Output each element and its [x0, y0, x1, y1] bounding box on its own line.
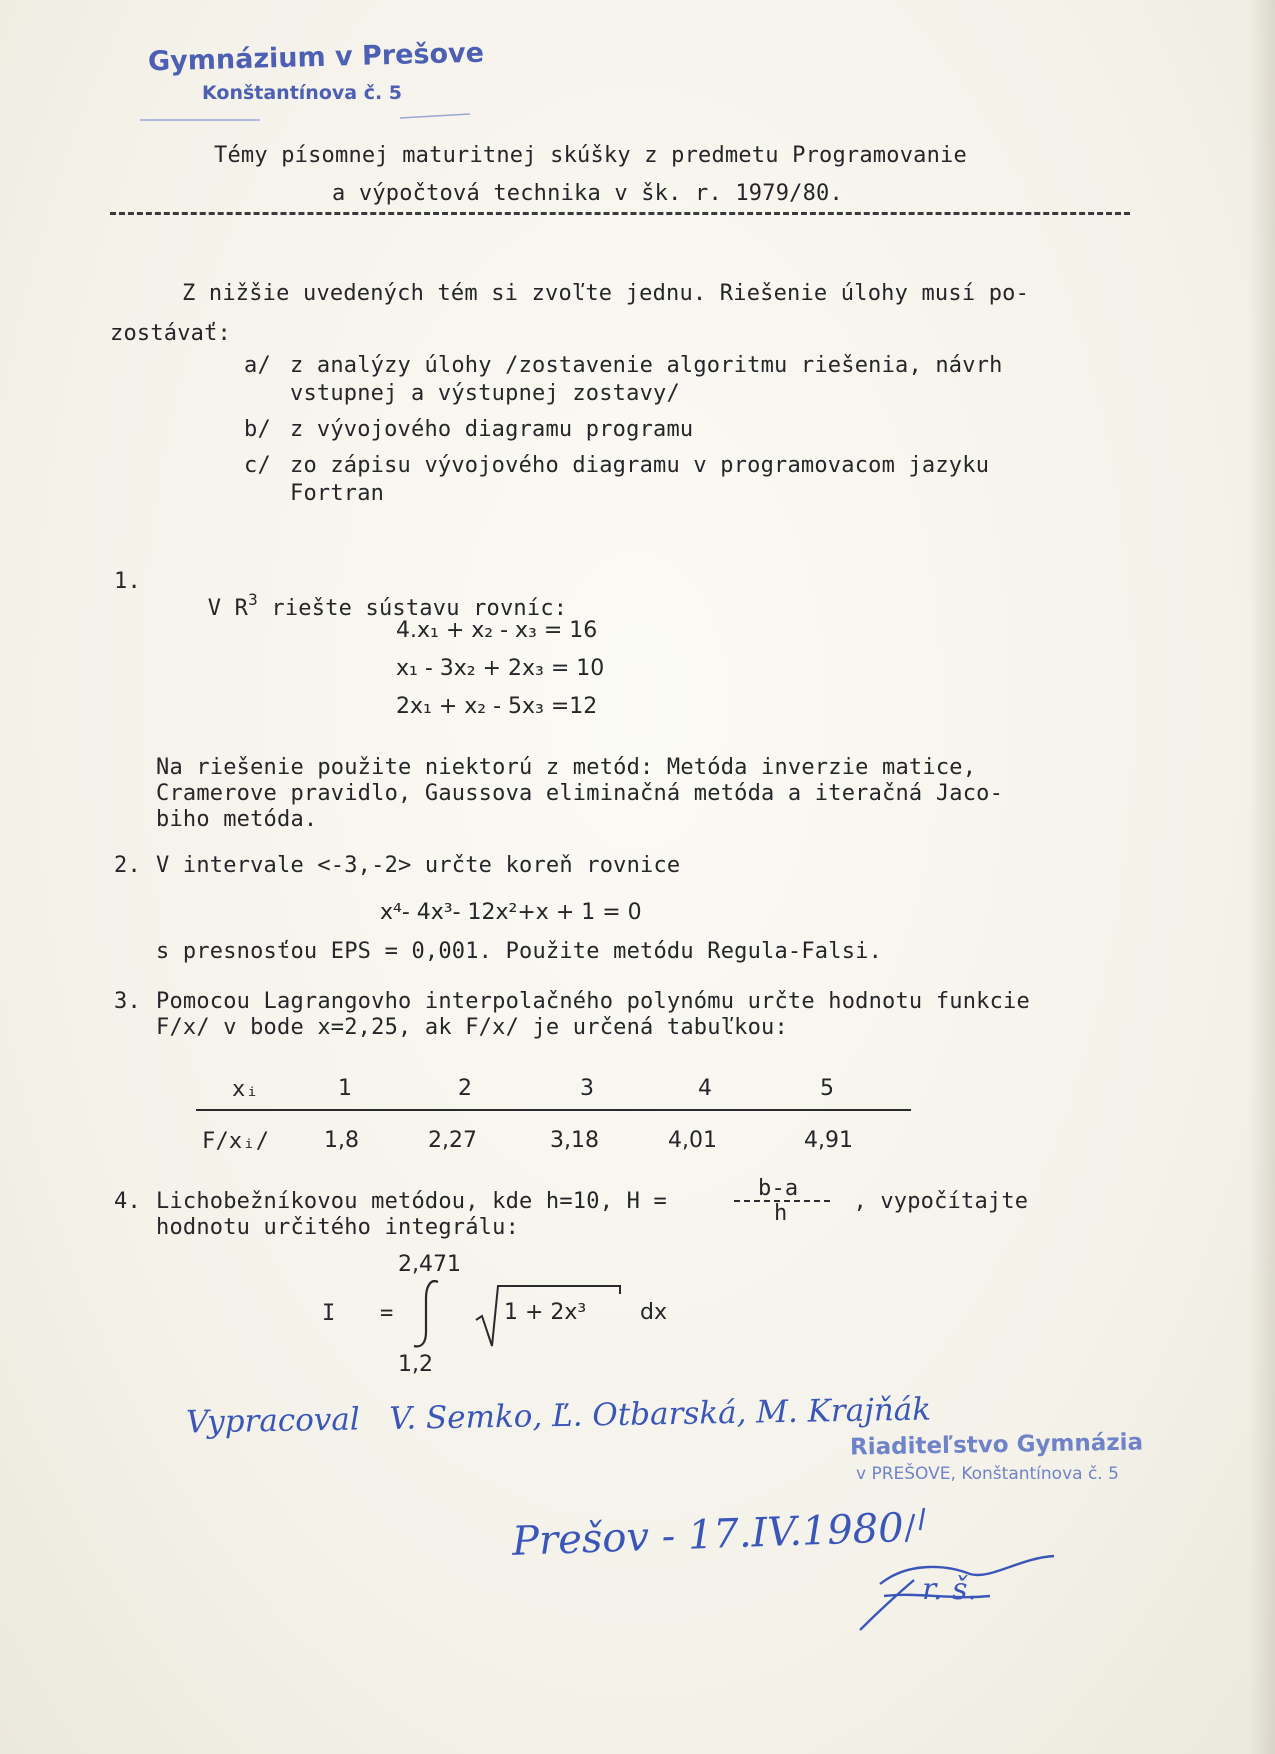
task4-line1-pre: Lichobežníkovou metódou, kde h=10, H =	[156, 1189, 681, 1214]
task4-number: 4.	[114, 1189, 141, 1214]
integral-upper-limit: 2,471	[398, 1252, 461, 1277]
intro-line2: zostávať:	[110, 321, 232, 346]
task3-number: 3.	[114, 989, 141, 1014]
option-b-mark: b/	[244, 417, 271, 442]
task1-methods-line3: biho metóda.	[156, 807, 318, 832]
handwritten-place-date: Prešov - 17.IV.1980	[511, 1505, 905, 1565]
director-stamp-line1: Riaditeľstvo Gymnázia	[849, 1429, 1144, 1461]
table-row-label-x: xᵢ	[232, 1077, 259, 1102]
task2-number: 2.	[114, 853, 141, 878]
integral-integrand: 1 + 2x³	[504, 1300, 587, 1325]
table-x-4: 4	[698, 1076, 712, 1101]
table-f-4: 4,01	[668, 1128, 717, 1153]
task1-heading-post: riešte sústavu rovníc:	[257, 596, 568, 621]
title-line1: Témy písomnej maturitnej skúšky z predmetu Programovanie	[214, 143, 967, 168]
table-row-label-f: F/xᵢ/	[202, 1129, 270, 1154]
task1-methods-line1: Na riešenie použite niektorú z metód: Metóda inverzie matice,	[156, 755, 977, 780]
option-c-mark: c/	[244, 453, 271, 478]
integral-dx: dx	[640, 1300, 667, 1325]
table-f-3: 3,18	[550, 1128, 599, 1153]
table-f-5: 4,91	[804, 1128, 853, 1153]
signature-mark: r. š.	[922, 1572, 978, 1607]
integral-equals: =	[380, 1301, 394, 1326]
task1-number: 1.	[114, 569, 141, 594]
handwritten-authors: Vypracoval V. Semko, Ľ. Otbarská, M. Krajňák	[185, 1391, 932, 1441]
task1-heading-pre: V R	[207, 596, 249, 621]
option-a-line1: z analýzy úlohy /zostavenie algoritmu riešenia, návrh	[290, 353, 1003, 378]
school-stamp-line1: Gymnázium v Prešove	[147, 37, 485, 78]
task1-equation-1: 4.x₁ + x₂ - x₃ = 16	[396, 618, 598, 643]
option-b-line1: z vývojového diagramu programu	[290, 417, 694, 442]
task4-line2: hodnotu určitého integrálu:	[156, 1215, 520, 1240]
option-c-line2: Fortran	[290, 481, 385, 506]
table-f-1: 1,8	[324, 1128, 359, 1153]
task2-equation: x⁴- 4x³- 12x²+x + 1 = 0	[380, 900, 642, 925]
title-line2: a výpočtová technika v šk. r. 1979/80.	[332, 181, 843, 206]
integral-sign-icon	[408, 1278, 448, 1350]
task2-line2: s presnosťou EPS = 0,001. Použite metódu Regula-Falsi.	[156, 939, 883, 964]
signature-scribble	[840, 1500, 1070, 1640]
integral-lhs: I	[322, 1301, 336, 1326]
task4-frac-num: b-a	[758, 1176, 799, 1201]
task1-equation-3: 2x₁ + x₂ - 5x₃ =12	[396, 694, 598, 719]
option-a-mark: a/	[244, 353, 271, 378]
task2-line1: V intervale <-3,-2> určte koreň rovnice	[156, 853, 681, 878]
table-rule	[196, 1109, 911, 1111]
table-x-2: 2	[458, 1076, 472, 1101]
task3-line1: Pomocou Lagrangovho interpolačného polynómu určte hodnotu funkcie	[156, 989, 1030, 1014]
option-a-line2: vstupnej a výstupnej zostavy/	[290, 381, 680, 406]
table-x-3: 3	[580, 1076, 594, 1101]
task3-line2: F/x/ v bode x=2,25, ak F/x/ je určená tabuľkou:	[156, 1015, 788, 1040]
table-f-2: 2,27	[428, 1128, 477, 1153]
intro-line1: Z nižšie uvedených tém si zvoľte jednu. Riešenie úlohy musí po-	[182, 281, 1030, 306]
table-x-5: 5	[820, 1076, 834, 1101]
stamp-underline-mark	[140, 100, 480, 130]
school-stamp-line2: Konštantínova č. 5	[202, 82, 403, 104]
task1-heading-sup: 3	[248, 590, 258, 609]
title-dashed-rule	[110, 212, 1130, 215]
option-c-line1: zo zápisu vývojového diagramu v programovacom jazyku	[290, 453, 990, 478]
task1-equation-2: x₁ - 3x₂ + 2x₃ = 10	[396, 656, 605, 681]
task1-methods-line2: Cramerove pravidlo, Gaussova eliminačná metóda a iteračná Jaco-	[156, 781, 1004, 806]
task4-line1-post: , vypočítajte	[840, 1189, 1029, 1214]
table-x-1: 1	[338, 1076, 352, 1101]
integral-lower-limit: 1,2	[398, 1352, 433, 1377]
director-stamp-line2: v PREŠOVE, Konštantínova č. 5	[856, 1464, 1119, 1484]
paper-edge-shadow	[1249, 0, 1275, 1754]
task4-frac-den: h	[774, 1201, 788, 1226]
